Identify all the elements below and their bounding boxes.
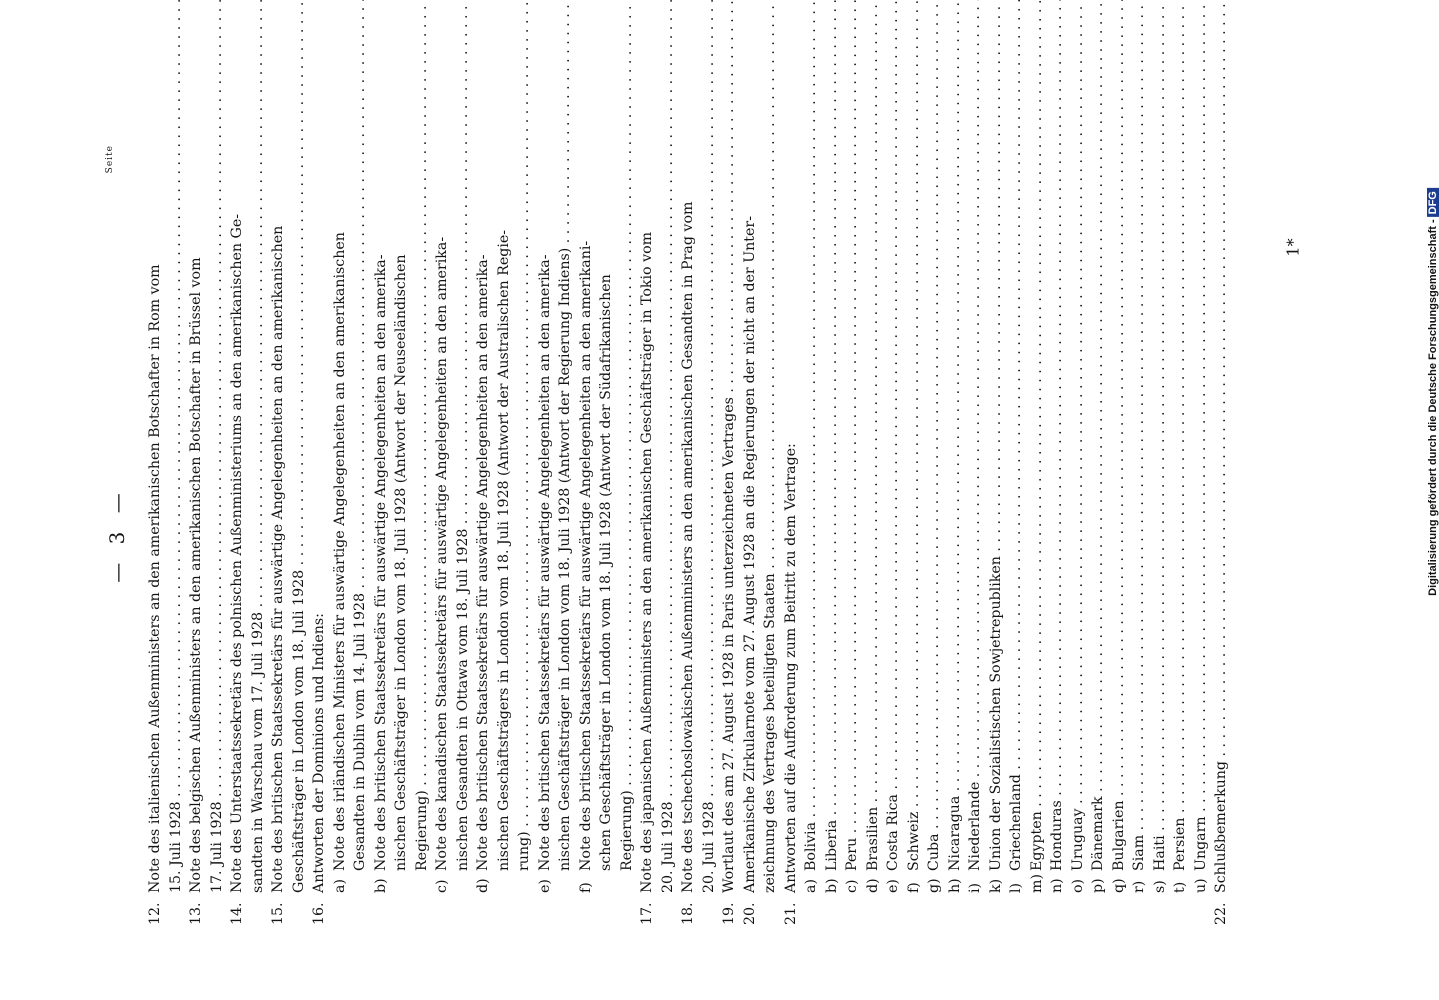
toc-entry-text: Peru . . . bbox=[842, 0, 863, 871]
toc-line bbox=[494, 145, 515, 925]
toc-entry-number: 12. bbox=[147, 902, 163, 925]
toc-entry-number: k) bbox=[987, 878, 1004, 893]
toc-line bbox=[719, 145, 740, 925]
toc-entry-text: Ungarn . . . bbox=[1191, 0, 1212, 871]
toc-line bbox=[268, 145, 289, 925]
toc-line bbox=[904, 145, 925, 925]
toc-entry-text: zeichnung des Vertrages beteiligten Staaten . . . bbox=[760, 0, 781, 893]
toc-line bbox=[699, 145, 720, 925]
toc-entry-number: 15. bbox=[270, 902, 286, 925]
toc-line bbox=[350, 145, 371, 925]
toc-entry-number: l) bbox=[1008, 882, 1024, 893]
toc-entry-number: c) bbox=[844, 879, 860, 893]
toc-line bbox=[883, 145, 904, 925]
toc-entry-text: Niederlande . . . bbox=[965, 0, 986, 871]
dfg-logo: DFG bbox=[1427, 188, 1439, 217]
toc-entry-text: nischen Geschäftsträger in London vom 18. Juli 1928 (Antwort der Neuseeländischen bbox=[393, 254, 409, 871]
toc-entry-number: u) bbox=[1192, 878, 1209, 893]
toc-entry-text: Bolivia . . . bbox=[801, 0, 822, 871]
toc-entry-number: a) bbox=[331, 879, 348, 893]
toc-entry-text: Schweiz . . . bbox=[904, 0, 925, 871]
toc-line bbox=[166, 145, 187, 925]
toc-line bbox=[473, 145, 494, 925]
toc-entry-text: Cuba . . . bbox=[924, 0, 945, 871]
toc-entry-text: Note des kanadischen Staatssekretärs für auswärtige Angelegenheiten an den amerika- bbox=[434, 236, 450, 871]
toc-entry-text: rung) . . . bbox=[514, 0, 535, 871]
toc-entry-text: Gesandten in Dublin vom 14. Juli 1928 . . . bbox=[350, 0, 371, 871]
toc-entry-text: 20. Juli 1928 . . . bbox=[699, 0, 720, 893]
toc-entry-number: c) bbox=[434, 879, 450, 893]
toc-entry-text: Note des tschechoslowakischen Außenministers an den amerikanischen Gesandten in Prag vom bbox=[680, 201, 696, 893]
toc-entry-number: o) bbox=[1069, 878, 1086, 893]
toc-line bbox=[145, 145, 166, 925]
toc-entry-text: Bulgarien . . . bbox=[1109, 0, 1130, 871]
toc-entry-number: g) bbox=[926, 878, 942, 893]
toc-line bbox=[986, 145, 1007, 925]
toc-entry-number: 18. bbox=[680, 902, 696, 925]
toc-entry-text: Persien . . . bbox=[1170, 0, 1191, 871]
toc-entry-number: d) bbox=[864, 878, 881, 893]
toc-entry-number: d) bbox=[475, 878, 491, 893]
toc-entry-text: Uruguay . . . bbox=[1068, 0, 1089, 871]
toc-line bbox=[1068, 145, 1089, 925]
toc-entry-text: nischen Geschäftsträgers in London vom 18. Juli 1928 (Antwort der Australischen Regie- bbox=[495, 229, 512, 871]
toc-entry-text: Schlußbemerkung . . . bbox=[1211, 0, 1232, 893]
toc-entry-text: Griechenland . . . bbox=[1006, 0, 1027, 871]
toc-entry-text: Wortlaut des am 27. August 1928 in Paris unterzeichneten Vertrages . . . bbox=[719, 0, 740, 893]
toc-line bbox=[309, 145, 330, 925]
toc-line bbox=[1047, 145, 1068, 925]
toc-entry-number: q) bbox=[1110, 878, 1127, 893]
toc-entry-text: Note des belgischen Außenministers an den amerikanischen Botschafter in Brüssel vom bbox=[188, 257, 204, 893]
toc-line bbox=[740, 145, 761, 925]
toc-entry-number: r) bbox=[1131, 880, 1147, 893]
toc-entry-text: 17. Juli 1928 . . . bbox=[207, 0, 228, 893]
toc-line bbox=[412, 145, 433, 925]
toc-entry-text: sandten in Warschau vom 17. Juli 1928 . . . bbox=[248, 0, 269, 893]
toc-line bbox=[1109, 145, 1130, 925]
toc-line bbox=[924, 145, 945, 925]
toc-entry-text: Regierung) . . . bbox=[412, 0, 433, 871]
toc-line bbox=[965, 145, 986, 925]
toc-entry-number: b) bbox=[823, 878, 840, 893]
toc-entry-text: Costa Rica . . . bbox=[883, 0, 904, 871]
credit-text: Digitalisierung gefördert durch die Deutsche Forschungsgemeinschaft - bbox=[1427, 219, 1439, 596]
toc-entry-number: t) bbox=[1172, 881, 1188, 893]
toc-line bbox=[432, 145, 453, 925]
toc-line bbox=[1027, 145, 1048, 925]
toc-line bbox=[945, 145, 966, 925]
toc-entry-number: f) bbox=[577, 882, 594, 893]
toc-entry-number: 16. bbox=[311, 902, 327, 925]
toc-entry-text: Regierung) . . . bbox=[617, 0, 638, 871]
page-number-header: — 3 — bbox=[105, 487, 129, 583]
toc-entry-number: m) bbox=[1028, 874, 1045, 893]
toc-line bbox=[822, 145, 843, 925]
toc-entry-text: Brasilien . . . bbox=[863, 0, 884, 871]
toc-entry-number: 17. bbox=[639, 902, 655, 925]
toc-line bbox=[207, 145, 228, 925]
toc-entry-text: Geschäftsträger in London vom 18. Juli 1928 . . . bbox=[289, 0, 310, 893]
table-of-contents bbox=[145, 145, 1232, 925]
toc-line bbox=[371, 145, 392, 925]
toc-entry-text: nischen Gesandten in Ottawa vom 18. Juli 1928 . . . bbox=[453, 0, 474, 871]
toc-line bbox=[1191, 145, 1212, 925]
toc-entry-text: schen Geschäftsträger in London vom 18. Juli 1928 (Antwort der Südafrikanischen bbox=[598, 274, 614, 871]
signature-mark: 1* bbox=[1283, 238, 1303, 257]
toc-entry-number: e) bbox=[885, 879, 901, 893]
toc-entry-text: nischen Geschäftsträger in London vom 18. Juli 1928 (Antwort der Regierung Indiens) . . . bbox=[555, 0, 576, 871]
toc-entry-number: f) bbox=[905, 882, 922, 893]
toc-entry-number: b) bbox=[372, 878, 389, 893]
rotated-text-block bbox=[105, 145, 1255, 925]
toc-line bbox=[801, 145, 822, 925]
toc-entry-number: 22. bbox=[1213, 902, 1229, 925]
toc-entry-text: Note des irländischen Ministers für auswärtige Angelegenheiten an den amerikanischen bbox=[331, 232, 348, 871]
toc-line bbox=[760, 145, 781, 925]
toc-line bbox=[453, 145, 474, 925]
toc-entry-number: 21. bbox=[782, 902, 799, 925]
toc-line bbox=[289, 145, 310, 925]
toc-entry-text: Nicaragua . . . bbox=[945, 0, 966, 871]
toc-line bbox=[576, 145, 597, 925]
toc-entry-text: Haiti . . . bbox=[1150, 0, 1171, 871]
toc-line bbox=[1150, 145, 1171, 925]
toc-line bbox=[555, 145, 576, 925]
toc-entry-number: n) bbox=[1049, 878, 1065, 893]
digitization-credit bbox=[1427, 188, 1439, 596]
toc-entry-text: Note des britischen Staatssekretärs für auswärtige Angelegenheiten an den amerikanischen bbox=[270, 225, 286, 893]
toc-line bbox=[678, 145, 699, 925]
toc-line bbox=[186, 145, 207, 925]
toc-line bbox=[514, 145, 535, 925]
toc-line bbox=[842, 145, 863, 925]
toc-line bbox=[1129, 145, 1150, 925]
toc-entry-text: Note des britischen Staatssekretärs für auswärtige Angelegenheiten an den amerika- bbox=[536, 254, 553, 871]
toc-entry-number: 14. bbox=[229, 902, 245, 925]
toc-line bbox=[248, 145, 269, 925]
toc-entry-text: Note des britischen Staatssekretärs für auswärtige Angelegenheiten an den amerikani- bbox=[577, 240, 594, 871]
toc-entry-number: p) bbox=[1090, 878, 1106, 893]
toc-line bbox=[1211, 145, 1232, 925]
toc-entry-text: Union der Sozialistischen Sowjetrepubliken . . . bbox=[986, 0, 1007, 871]
toc-entry-text: Antworten auf die Aufforderung zum Beitritt zu dem Vertrage: bbox=[782, 443, 799, 893]
toc-entry-text: Amerikanische Zirkularnote vom 27. August 1928 an die Regierungen der nicht an der Unter- bbox=[741, 216, 758, 893]
toc-line bbox=[658, 145, 679, 925]
toc-entry-number: 13. bbox=[188, 902, 204, 925]
toc-entry-text: 15. Juli 1928 . . . bbox=[166, 0, 187, 893]
toc-line bbox=[1006, 145, 1027, 925]
toc-entry-text: Note des italienischen Außenministers an den amerikanischen Botschafter in Rom vom bbox=[147, 264, 163, 893]
toc-line bbox=[330, 145, 351, 925]
toc-entry-text: Note des japanischen Außenministers an den amerikanischen Geschäftsträger in Tokio vom bbox=[639, 231, 655, 893]
toc-entry-text: Liberia . . . bbox=[822, 0, 843, 871]
toc-entry-number: h) bbox=[946, 878, 963, 893]
toc-entry-number: i) bbox=[967, 882, 983, 893]
toc-entry-text: 20. Juli 1928 . . . bbox=[658, 0, 679, 893]
toc-line bbox=[596, 145, 617, 925]
toc-entry-text: Antworten der Dominions und Indiens: bbox=[311, 613, 327, 893]
toc-entry-text: Dänemark . . . bbox=[1088, 0, 1109, 871]
toc-entry-number: s) bbox=[1151, 880, 1168, 893]
toc-line bbox=[617, 145, 638, 925]
toc-entry-text: Note des Unterstaatssekretärs des polnischen Außenministeriums an den amerikanischen Ge- bbox=[229, 213, 245, 893]
toc-entry-number: a) bbox=[803, 879, 819, 893]
toc-line bbox=[535, 145, 556, 925]
toc-entry-text: Note des britischen Staatssekretärs für auswärtige Angelegenheiten an den amerika- bbox=[372, 254, 389, 871]
toc-line bbox=[637, 145, 658, 925]
toc-entry-text: Note des britischen Staatssekretärs für auswärtige Angelegenheiten an den amerika- bbox=[475, 254, 491, 871]
toc-line bbox=[227, 145, 248, 925]
toc-line bbox=[863, 145, 884, 925]
toc-entry-number: e) bbox=[536, 879, 553, 893]
toc-line bbox=[1170, 145, 1191, 925]
toc-entry-number: 19. bbox=[721, 902, 737, 925]
toc-line bbox=[781, 145, 802, 925]
toc-entry-text: Honduras . . . bbox=[1047, 0, 1068, 871]
toc-entry-number: 20. bbox=[741, 902, 758, 925]
toc-line bbox=[1088, 145, 1109, 925]
seite-label: Seite bbox=[105, 145, 115, 174]
toc-entry-text: Egypten . . . bbox=[1027, 0, 1048, 871]
toc-entry-text: Siam . . . bbox=[1129, 0, 1150, 871]
toc-line bbox=[391, 145, 412, 925]
